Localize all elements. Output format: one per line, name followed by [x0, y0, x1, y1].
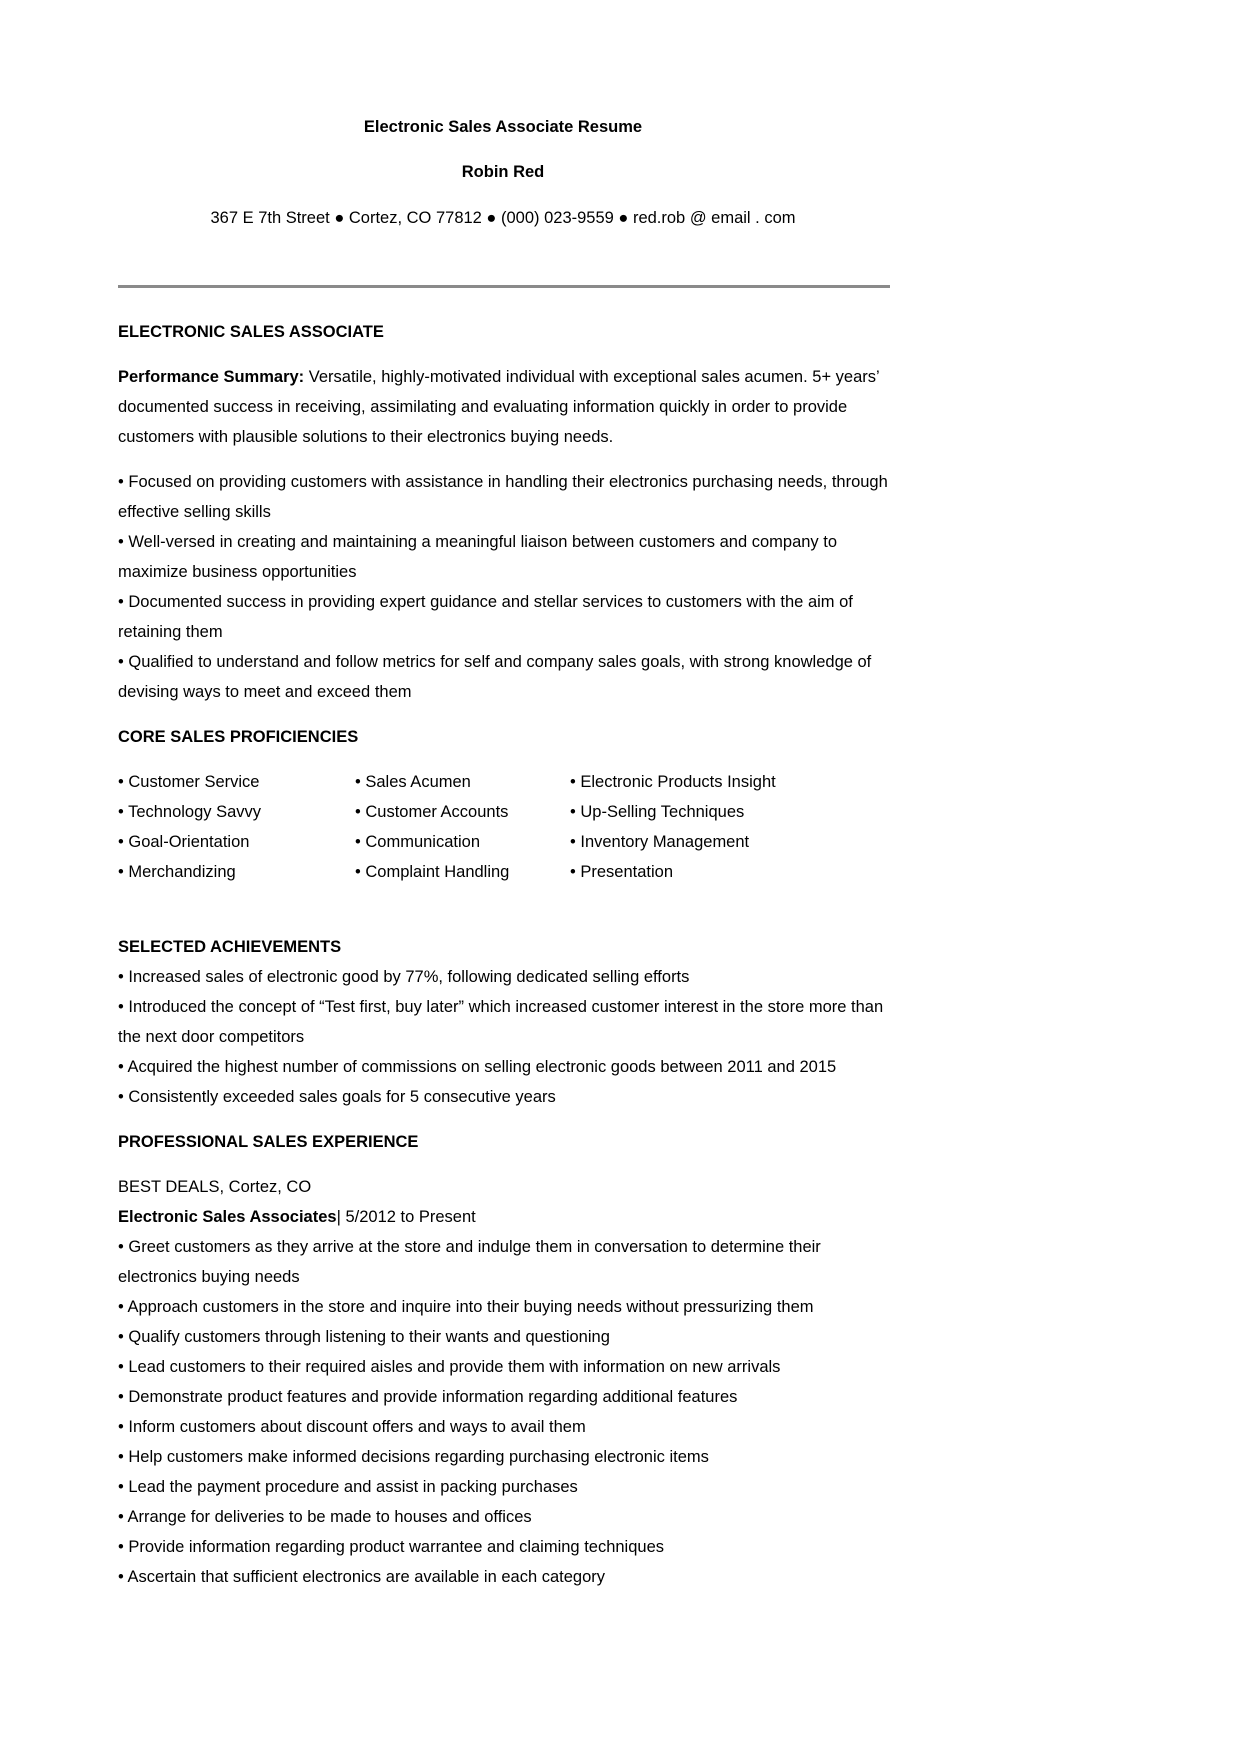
list-item: • Help customers make informed decisions regarding purchasing electronic items [118, 1448, 709, 1466]
list-item: • Increased sales of electronic good by 77%, following dedicated selling efforts [118, 968, 690, 986]
role-line [118, 1202, 898, 1232]
skill-item: • Complaint Handling [355, 863, 510, 881]
experience-heading: PROFESSIONAL SALES EXPERIENCE [118, 1133, 419, 1151]
list-item: • Consistently exceeded sales goals for 5 consecutive years [118, 1088, 556, 1106]
list-item: • Acquired the highest number of commissions on selling electronic goods between 2011 and 2015 [118, 1058, 837, 1076]
header-divider [118, 285, 890, 288]
job-dates: | 5/2012 to Present [336, 1208, 476, 1226]
list-item: • Focused on providing customers with assistance in handling their electronics purchasing needs, through effective selling skills [118, 473, 888, 521]
list-item: • Greet customers as they arrive at the store and indulge them in conversation to determine their electronics buying needs [118, 1238, 821, 1286]
list-item: • Qualified to understand and follow metrics for self and company sales goals, with strong knowledge of devising ways to meet and exceed them [118, 653, 872, 701]
performance-summary [118, 362, 898, 452]
resume-body [118, 317, 898, 1592]
list-item: • Well-versed in creating and maintaining a meaningful liaison between customers and company to maximize business opportunities [118, 533, 838, 581]
summary-text: Versatile, highly-motivated individual with exceptional sales acumen. 5+ years’ documented success in receiving, assimilating and evaluating information quickly in order to provide customers with plausible solutions to their electronics buying needs. [118, 368, 880, 446]
list-item: • Provide information regarding product warrantee and claiming techniques [118, 1538, 664, 1556]
skills-column-3 [570, 767, 890, 887]
list-item: • Qualify customers through listening to their wants and questioning [118, 1328, 610, 1346]
proficiencies-heading: CORE SALES PROFICIENCIES [118, 728, 359, 746]
contact-line: 367 E 7th Street ● Cortez, CO 77812 ● (000) 023-9559 ● red.rob @ email . com [210, 209, 796, 227]
skill-item: • Technology Savvy [118, 803, 262, 821]
summary-label: Performance Summary: [118, 368, 305, 386]
list-item: • Inform customers about discount offers and ways to avail them [118, 1418, 586, 1436]
document-title: Electronic Sales Associate Resume [363, 118, 643, 136]
skill-item: • Communication [355, 833, 480, 851]
achievements-heading: SELECTED ACHIEVEMENTS [118, 938, 342, 956]
list-item: • Ascertain that sufficient electronics are available in each category [118, 1568, 605, 1586]
job-title: Electronic Sales Associates [118, 1208, 337, 1226]
candidate-name: Robin Red [461, 163, 545, 181]
list-item: • Lead the payment procedure and assist in packing purchases [118, 1478, 578, 1496]
employer-line: BEST DEALS, Cortez, CO [118, 1178, 312, 1196]
list-item: • Documented success in providing expert guidance and stellar services to customers with the aim of retaining them [118, 593, 853, 641]
skill-item: • Up-Selling Techniques [570, 803, 745, 821]
list-item: • Arrange for deliveries to be made to houses and offices [118, 1508, 532, 1526]
skill-item: • Merchandizing [118, 863, 236, 881]
skill-item: • Electronic Products Insight [570, 773, 776, 791]
list-item: • Approach customers in the store and inquire into their buying needs without pressurizing them [118, 1298, 814, 1316]
skill-item: • Goal-Orientation [118, 833, 250, 851]
skill-item: • Customer Service [118, 773, 260, 791]
skills-column-1 [118, 767, 355, 887]
skill-item: • Sales Acumen [355, 773, 471, 791]
skill-item: • Customer Accounts [355, 803, 509, 821]
skills-grid [118, 767, 898, 887]
list-item: • Lead customers to their required aisles and provide them with information on new arrivals [118, 1358, 781, 1376]
skills-column-2 [355, 767, 570, 887]
objective-heading: ELECTRONIC SALES ASSOCIATE [118, 323, 384, 341]
skill-item: • Inventory Management [570, 833, 750, 851]
list-item: • Introduced the concept of “Test first, buy later” which increased customer interest in the store more than the next door competitors [118, 998, 884, 1046]
skill-item: • Presentation [570, 863, 674, 881]
list-item: • Demonstrate product features and provide information regarding additional features [118, 1388, 738, 1406]
